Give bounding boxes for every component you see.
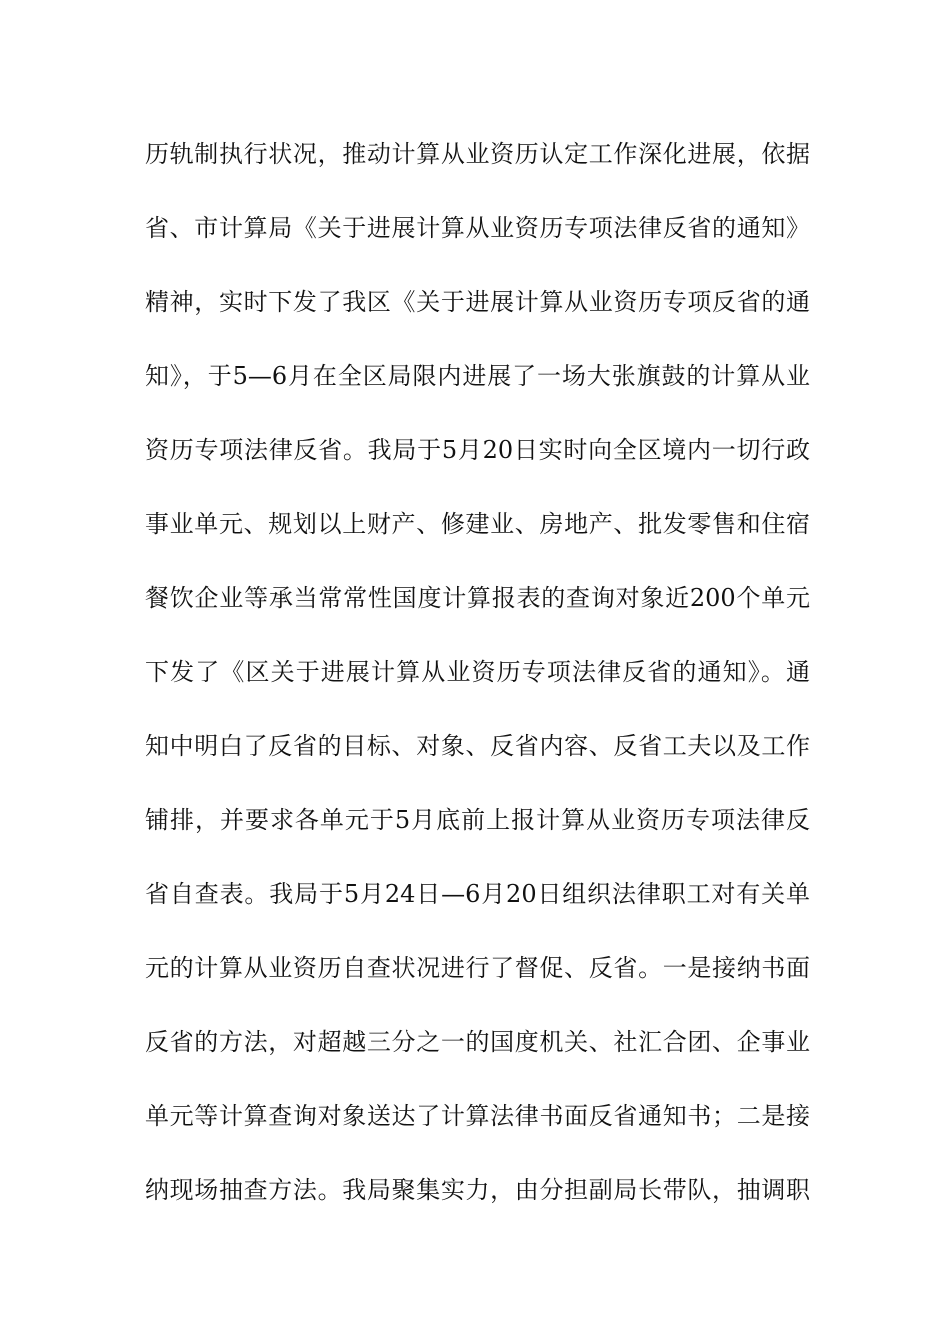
text-line-7: 餐饮企业等承当常常性国度计算报表的查询对象近200个单元	[145, 584, 810, 612]
text-line-9: 知中明白了反省的目标、对象、反省内容、反省工夫以及工作	[145, 732, 810, 760]
text-line-11: 省自查表。我局于5月24日—6月20日组织法律职工对有关单	[145, 880, 810, 908]
text-line-13: 反省的方法，对超越三分之一的国度机关、社汇合团、企事业	[145, 1028, 810, 1056]
text-line-8: 下发了《区关于进展计算从业资历专项法律反省的通知》。通	[145, 658, 810, 686]
text-line-6: 事业单元、规划以上财产、修建业、房地产、批发零售和住宿	[145, 510, 810, 538]
text-line-12: 元的计算从业资历自查状况进行了督促、反省。一是接纳书面	[145, 954, 810, 982]
text-line-4: 知》，于5—6月在全区局限内进展了一场大张旗鼓的计算从业	[145, 362, 810, 390]
text-line-2: 省、市计算局《关于进展计算从业资历专项法律反省的通知》	[145, 214, 810, 242]
text-line-10: 铺排，并要求各单元于5月底前上报计算从业资历专项法律反	[145, 806, 810, 834]
text-line-5: 资历专项法律反省。我局于5月20日实时向全区境内一切行政	[145, 436, 810, 464]
text-line-1: 历轨制执行状况，推动计算从业资历认定工作深化进展，依据	[145, 140, 810, 168]
body-text	[145, 130, 810, 1240]
text-line-3: 精神，实时下发了我区《关于进展计算从业资历专项反省的通	[145, 288, 810, 316]
text-line-15: 纳现场抽查方法。我局聚集实力，由分担副局长带队，抽调职	[145, 1176, 810, 1204]
text-line-14: 单元等计算查询对象送达了计算法律书面反省通知书；二是接	[145, 1102, 810, 1130]
